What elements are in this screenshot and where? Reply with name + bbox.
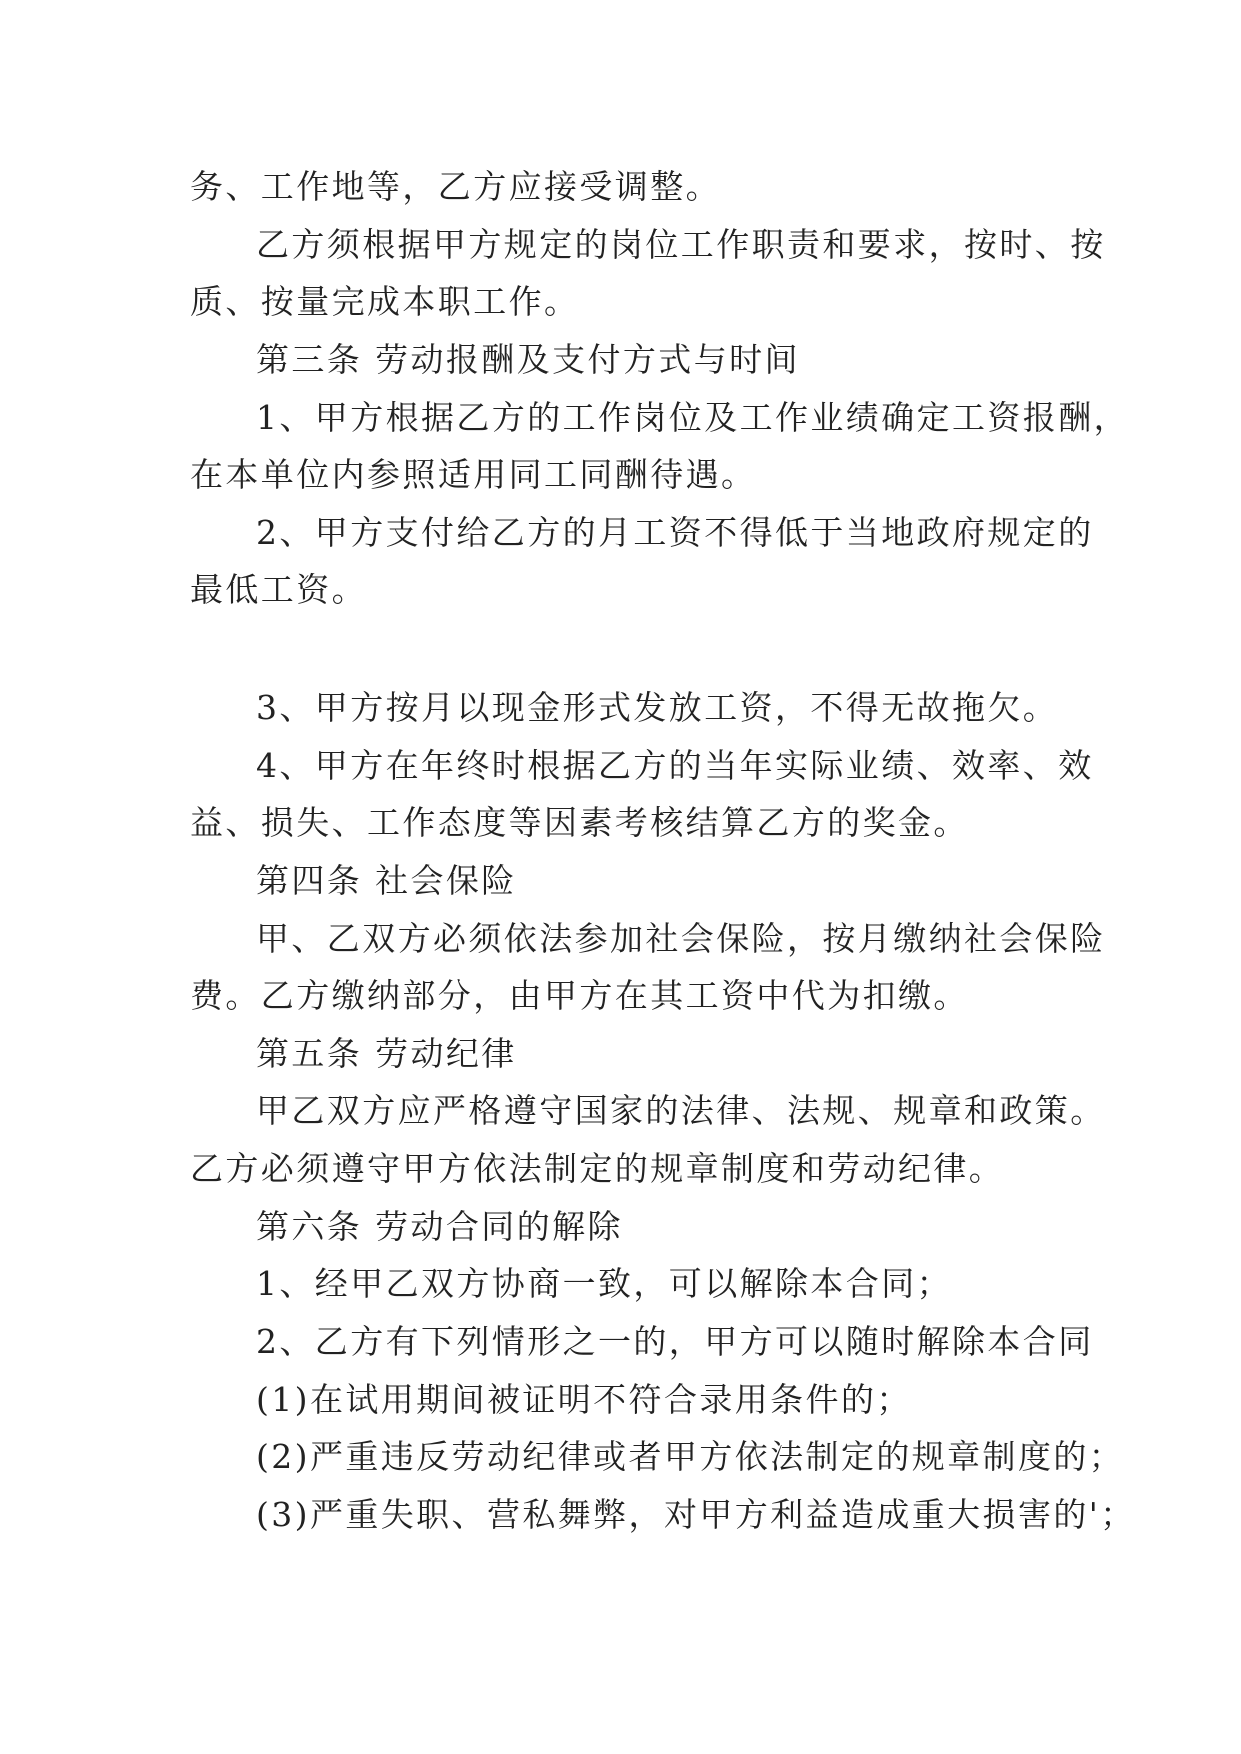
paragraph-line: 益、损失、工作态度等因素考核结算乙方的奖金。 [190, 803, 969, 842]
section-heading: 第四条 社会保险 [256, 861, 517, 900]
paragraph-line: 费。乙方缴纳部分，由甲方在其工资中代为扣缴。 [190, 976, 969, 1015]
paragraph-line: 甲乙双方应严格遵守国家的法律、法规、规章和政策。 [256, 1091, 1106, 1130]
paragraph-line: 3、甲方按月以现金形式发放工资，不得无故拖欠。 [256, 688, 1059, 727]
list-item: (2)严重违反劳动纪律或者甲方依法制定的规章制度的； [256, 1437, 1125, 1476]
section-heading: 第五条 劳动纪律 [256, 1034, 517, 1073]
section-heading: 第六条 劳动合同的解除 [256, 1207, 623, 1246]
paragraph-line: 1、甲方根据乙方的工作岗位及工作业绩确定工资报酬， [256, 398, 1129, 437]
list-item: (3)严重失职、营私舞弊，对甲方利益造成重大损害的'； [256, 1495, 1136, 1534]
paragraph-line: 最低工资。 [190, 570, 367, 609]
paragraph-line: 质、按量完成本职工作。 [190, 282, 580, 321]
paragraph-line: 1、经甲乙双方协商一致，可以解除本合同； [256, 1264, 952, 1303]
paragraph-line: 甲、乙双方必须依法参加社会保险，按月缴纳社会保险 [256, 919, 1106, 958]
paragraph-line: 在本单位内参照适用同工同酬待遇。 [190, 455, 757, 494]
paragraph-line: 乙方必须遵守甲方依法制定的规章制度和劳动纪律。 [190, 1149, 1005, 1188]
paragraph-line: 2、甲方支付给乙方的月工资不得低于当地政府规定的 [256, 513, 1094, 552]
paragraph-line: 务、工作地等，乙方应接受调整。 [190, 167, 721, 206]
section-heading: 第三条 劳动报酬及支付方式与时间 [256, 340, 800, 379]
paragraph-line: 乙方须根据甲方规定的岗位工作职责和要求，按时、按 [256, 225, 1106, 264]
list-item: (1)在试用期间被证明不符合录用条件的； [256, 1380, 912, 1419]
paragraph-line: 4、甲方在年终时根据乙方的当年实际业绩、效率、效 [256, 746, 1094, 785]
paragraph-line: 2、乙方有下列情形之一的，甲方可以随时解除本合同 [256, 1322, 1094, 1361]
